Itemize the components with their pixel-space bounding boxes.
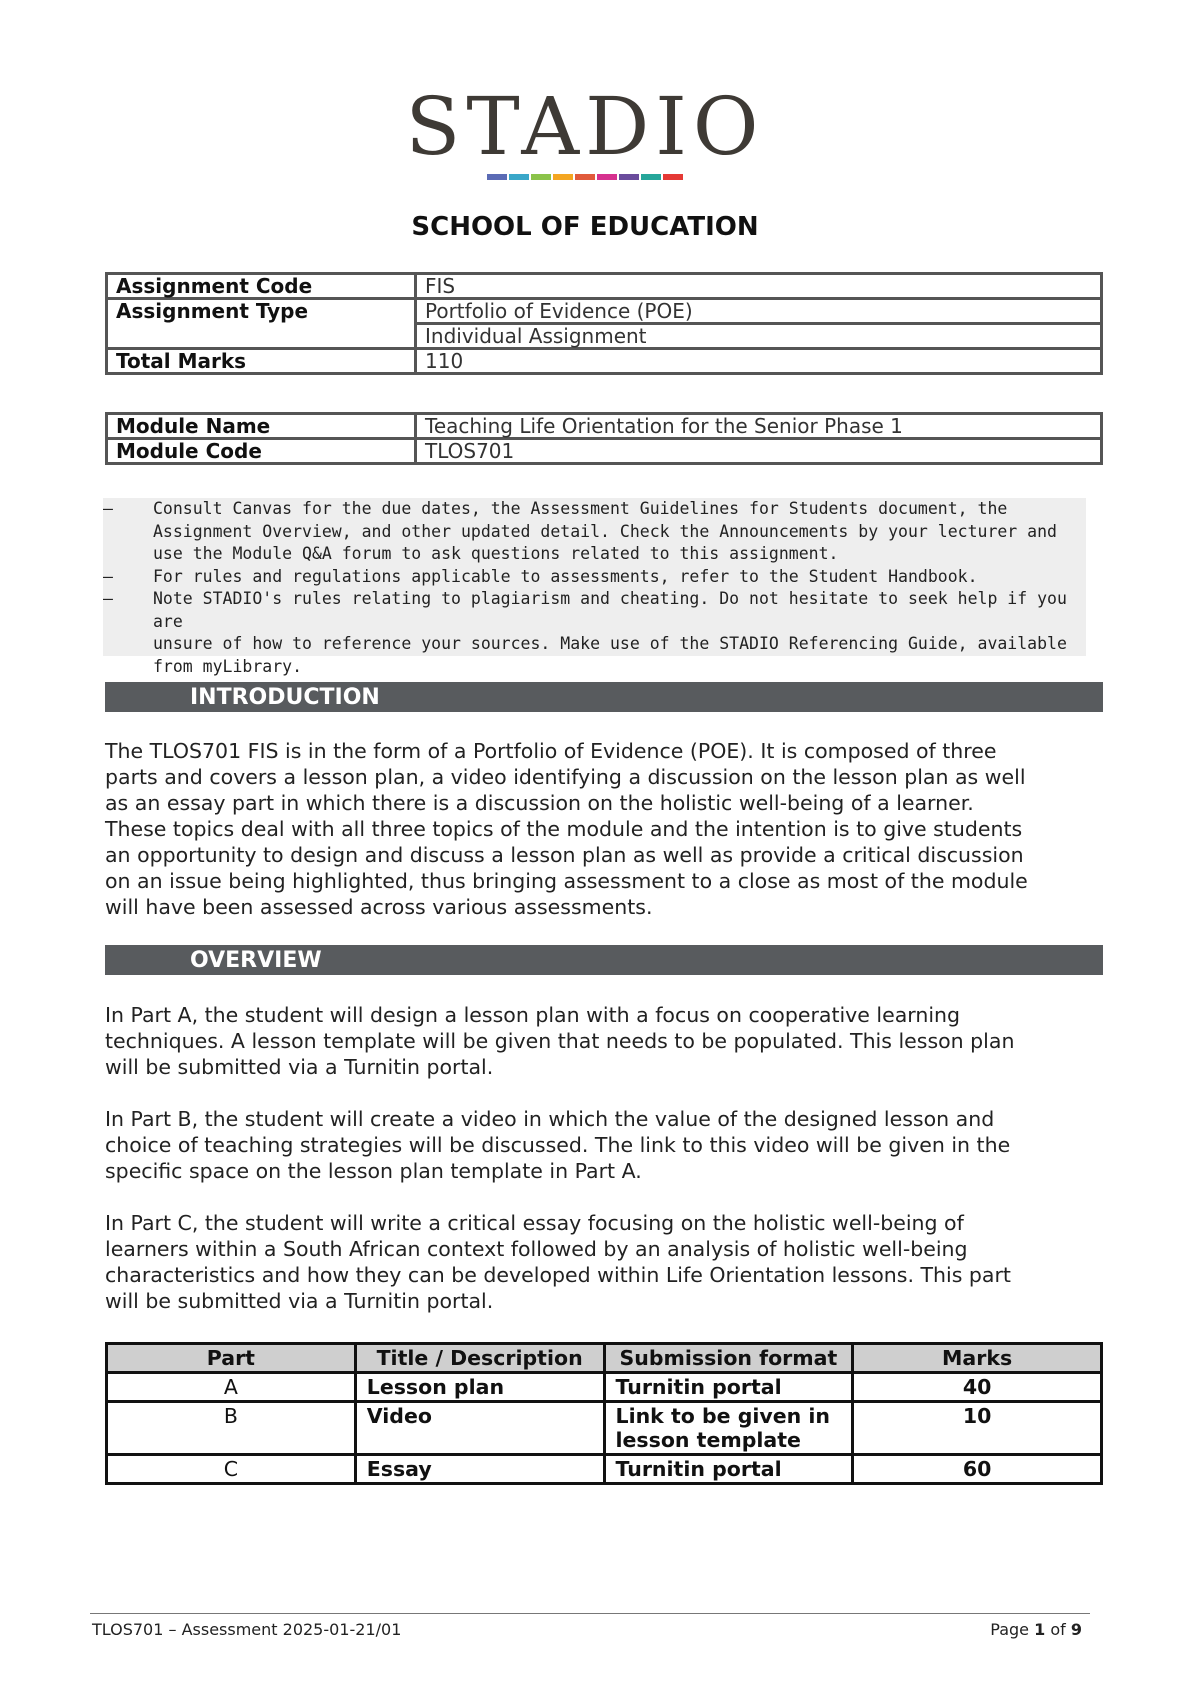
text-line: learners within a South African context followed by an analysis of holistic well-being (105, 1237, 968, 1261)
text-line: characteristics and how they can be developed within Life Orientation lessons. This part (105, 1263, 1011, 1287)
assignment-table (105, 272, 1103, 375)
marks-cell: 40 (853, 1373, 1102, 1402)
logo-color-stripe (405, 174, 765, 180)
bullet-dash: – (103, 589, 113, 608)
format-line: Link to be given in (615, 1404, 831, 1428)
list-item (103, 566, 1086, 589)
footer-page-number (990, 1620, 1082, 1639)
overview-heading-bar (105, 945, 1103, 975)
overview-part-b-paragraph (105, 1106, 1105, 1184)
table-row (107, 1455, 1102, 1484)
text-line: specific space on the lesson plan template in Part A. (105, 1159, 642, 1183)
text-line: In Part C, the student will write a critical essay focusing on the holistic well-being of (105, 1211, 964, 1235)
of-word: of (1050, 1620, 1066, 1639)
assignment-type-value: Portfolio of Evidence (POE) (416, 299, 1102, 324)
overview-heading: OVERVIEW (190, 948, 322, 973)
text-line: an opportunity to design and discuss a lesson plan as well as provide a critical discussion (105, 843, 1024, 867)
logo-stripe-segment (553, 174, 573, 180)
introduction-paragraph (105, 738, 1105, 920)
list-item (103, 588, 1086, 678)
note-line: from myLibrary. (153, 656, 303, 676)
text-line: will have been assessed across various assessments. (105, 895, 653, 919)
text-line: These topics deal with all three topics of the module and the intention is to give students (105, 817, 1023, 841)
part-cell: A (107, 1373, 356, 1402)
assignment-type-value-2: Individual Assignment (416, 324, 1102, 349)
list-item (103, 498, 1086, 566)
page-total: 9 (1070, 1620, 1082, 1639)
header-submission-format: Submission format (604, 1344, 853, 1373)
note-line: use the Module Q&A forum to ask questions related to this assignment. (153, 544, 839, 563)
marks-cell: 60 (853, 1455, 1102, 1484)
text-line: will be submitted via a Turnitin portal. (105, 1289, 494, 1313)
introduction-heading: INTRODUCTION (190, 685, 380, 710)
part-cell: B (107, 1402, 356, 1455)
text-line: techniques. A lesson template will be given that needs to be populated. This lesson plan (105, 1029, 1015, 1053)
logo-stripe-segment (641, 174, 661, 180)
format-cell: Turnitin portal (604, 1455, 853, 1484)
module-table (105, 412, 1103, 465)
header-title: Title / Description (355, 1344, 604, 1373)
introduction-heading-bar (105, 682, 1103, 712)
module-code-label: Module Code (107, 439, 416, 464)
title-cell: Video (355, 1402, 604, 1455)
table-row (107, 274, 1102, 299)
logo-stripe-segment (597, 174, 617, 180)
total-marks-label: Total Marks (107, 349, 416, 374)
logo-stripe-segment (575, 174, 595, 180)
table-row (107, 1402, 1102, 1455)
overview-part-c-paragraph (105, 1210, 1105, 1314)
table-row (107, 414, 1102, 439)
format-cell (604, 1402, 853, 1455)
module-code-value: TLOS701 (416, 439, 1102, 464)
logo-stripe-segment (509, 174, 529, 180)
format-cell: Turnitin portal (604, 1373, 853, 1402)
module-name-value: Teaching Life Orientation for the Senior Phase 1 (416, 414, 1102, 439)
instructions-box (103, 498, 1086, 676)
school-title: SCHOOL OF EDUCATION (411, 212, 759, 242)
format-line: lesson template (615, 1428, 801, 1452)
table-row (107, 299, 1102, 324)
table-row (107, 349, 1102, 374)
note-line: Note STADIO's rules relating to plagiarism and cheating. Do not hesitate to seek help if you are (153, 589, 1067, 631)
text-line: on an issue being highlighted, thus bringing assessment to a close as most of the module (105, 869, 1028, 893)
bullet-dash: – (103, 566, 113, 586)
logo-stripe-segment (619, 174, 639, 180)
parts-table (105, 1342, 1103, 1485)
title-cell: Lesson plan (355, 1373, 604, 1402)
assignment-type-label: Assignment Type (107, 299, 416, 349)
part-cell: C (107, 1455, 356, 1484)
title-cell: Essay (355, 1455, 604, 1484)
note-line: Consult Canvas for the due dates, the Assessment Guidelines for Students document, the (153, 499, 1008, 518)
text-line: will be submitted via a Turnitin portal. (105, 1055, 494, 1079)
text-line: In Part A, the student will design a lesson plan with a focus on cooperative learning (105, 1003, 961, 1027)
logo-wordmark: STADIO (405, 80, 765, 173)
assignment-code-value: FIS (416, 274, 1102, 299)
logo-stripe-segment (663, 174, 683, 180)
note-line: For rules and regulations applicable to assessments, refer to the Student Handbook. (153, 566, 978, 586)
page-word: Page (990, 1620, 1030, 1639)
header-marks: Marks (853, 1344, 1102, 1373)
table-header-row (107, 1344, 1102, 1373)
text-line: In Part B, the student will create a video in which the value of the designed lesson and (105, 1107, 995, 1131)
page-current: 1 (1034, 1620, 1046, 1639)
marks-cell: 10 (853, 1402, 1102, 1455)
overview-part-a-paragraph (105, 1002, 1105, 1080)
text-line: The TLOS701 FIS is in the form of a Portfolio of Evidence (POE). It is composed of three (105, 739, 997, 763)
total-marks-value: 110 (416, 349, 1102, 374)
assignment-code-label: Assignment Code (107, 274, 416, 299)
header-part: Part (107, 1344, 356, 1373)
table-row (107, 1373, 1102, 1402)
footer-document-id: TLOS701 – Assessment 2025-01-21/01 (92, 1620, 402, 1639)
note-line: unsure of how to reference your sources. Make use of the STADIO Referencing Guide, available (153, 634, 1067, 653)
text-line: choice of teaching strategies will be discussed. The link to this video will be given in the (105, 1133, 1011, 1157)
bullet-dash: – (103, 499, 113, 518)
logo-stripe-segment (487, 174, 507, 180)
logo-stripe-segment (531, 174, 551, 180)
footer-divider (90, 1613, 1090, 1614)
text-line: parts and covers a lesson plan, a video identifying a discussion on the lesson plan as well (105, 765, 1026, 789)
module-name-label: Module Name (107, 414, 416, 439)
table-row (107, 439, 1102, 464)
stadio-logo (405, 82, 765, 186)
note-line: Assignment Overview, and other updated detail. Check the Announcements by your lecturer and (153, 521, 1057, 541)
text-line: as an essay part in which there is a discussion on the holistic well-being of a learner. (105, 791, 974, 815)
